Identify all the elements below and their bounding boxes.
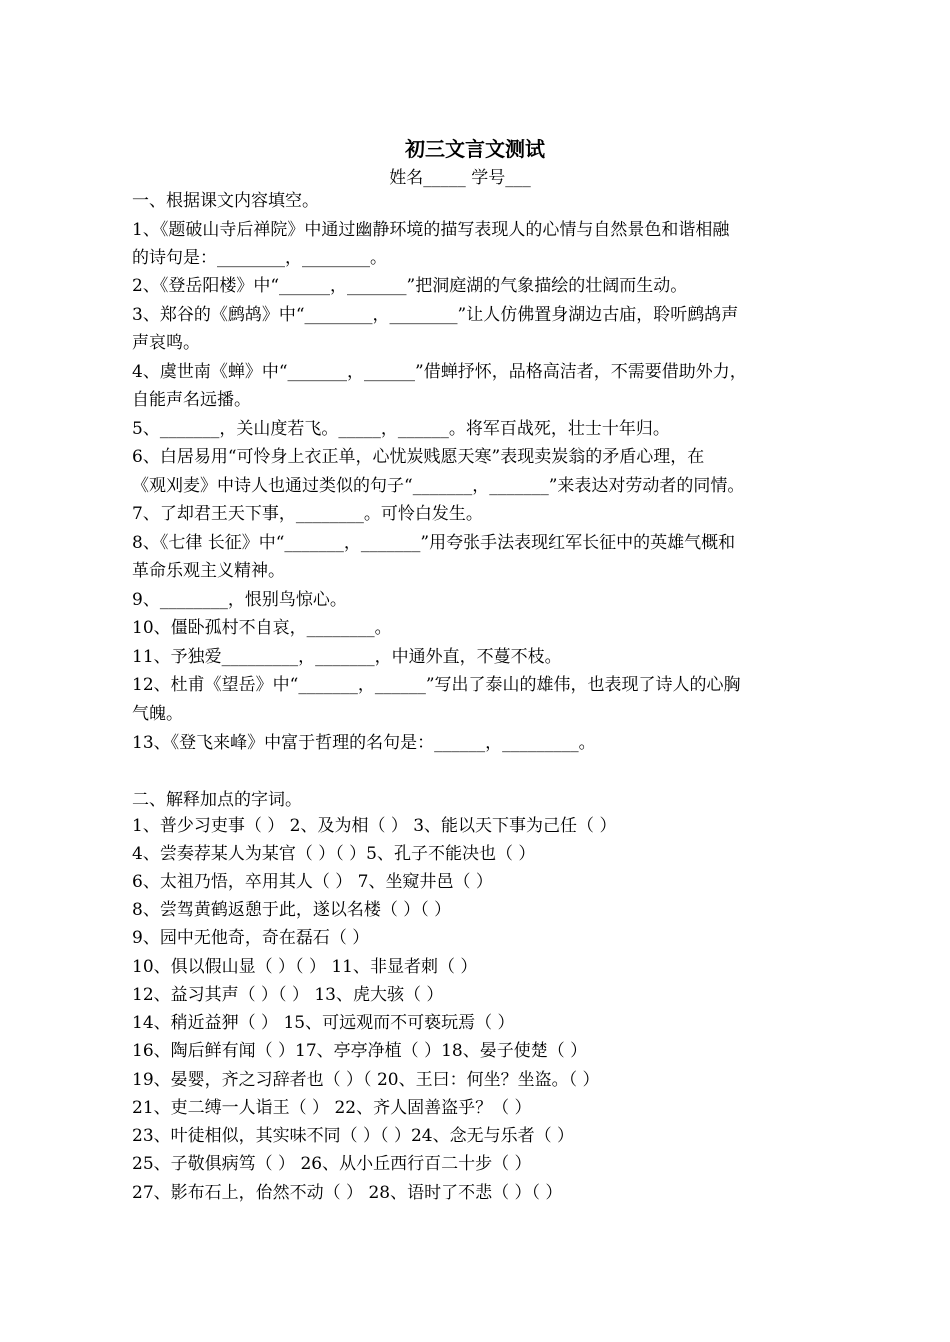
- question-line: 27、影布石上，佁然不动（ ） 28、语时了不悲（ ）（ ）: [132, 1183, 563, 1203]
- question-line: 2、《登岳阳楼》中“______，_______”把洞庭湖的气象描绘的壮阔而生动。: [132, 276, 688, 296]
- question-line: 12、益习其声（ ）（ ） 13、虎大骇（ ）: [132, 985, 444, 1005]
- question-line: 23、叶徒相似，其实味不同（ ）（ ）24、念无与乐者（ ）: [132, 1126, 574, 1146]
- question-line: 14、稍近益狎（ ） 15、可远观而不可亵玩焉（ ）: [132, 1013, 515, 1033]
- question-line: 19、晏婴，齐之习辞者也（ ）（ 20、王曰：何坐？坐盗。（ ）: [132, 1070, 600, 1090]
- question-line: 16、陶后鲜有闻（ ）17、亭亭净植（ ）18、晏子使楚（ ）: [132, 1041, 588, 1061]
- question-line: 10、僵卧孤村不自哀，________。: [132, 618, 392, 638]
- question-line: 5、_______，关山度若飞。_____，______。将军百战死，壮士十年归。: [132, 419, 670, 439]
- question-line: 7、了却君王天下事，________。可怜白发生。: [132, 504, 483, 524]
- question-line: 革命乐观主义精神。: [132, 561, 285, 581]
- question-line: 11、予独爱_________，_______，中通外直，不蔓不枝。: [132, 647, 562, 667]
- question-line: 3、郑谷的《鹧鸪》中“________，________”让人仿佛置身湖边古庙，聆听鹧鸪声: [132, 305, 739, 325]
- question-line: 气魄。: [132, 704, 183, 724]
- section-2-heading: 二、解释加点的字词。: [132, 790, 302, 810]
- question-line: 9、________，恨别鸟惊心。: [132, 590, 347, 610]
- question-line: 13、《登飞来峰》中富于哲理的名句是：______，_________。: [132, 733, 596, 753]
- question-line: 1、普少习吏事（ ） 2、及为相（ ） 3、能以天下事为己任（ ）: [132, 816, 617, 836]
- question-line: 4、尝奏荐某人为某官（ ）（ ）5、孔子不能决也（ ）: [132, 844, 536, 864]
- name-id-line: 姓名_____ 学号___: [389, 168, 531, 188]
- question-line: 《观刈麦》中诗人也通过类似的句子“_______，_______”来表达对劳动者的同情。: [132, 476, 745, 496]
- section-1-heading: 一、根据课文内容填空。: [132, 191, 319, 211]
- question-line: 21、吏二缚一人诣王（ ） 22、齐人固善盗乎？（ ）: [132, 1098, 532, 1118]
- question-line: 8、尝驾黄鹤返憩于此，遂以名楼（ ）（ ）: [132, 900, 452, 920]
- question-line: 6、白居易用“可怜身上衣正单，心忧炭贱愿天寒”表现卖炭翁的矛盾心理，在: [132, 447, 705, 467]
- question-line: 6、太祖乃悟，卒用其人（ ） 7、坐窥井邑（ ）: [132, 872, 493, 892]
- question-line: 4、虞世南《蝉》中“_______，______”借蝉抒怀，品格高洁者，不需要借助外力，: [132, 362, 747, 382]
- page-title: 初三文言文测试: [405, 137, 545, 161]
- question-line: 25、子敬俱病笃（ ） 26、从小丘西行百二十步（ ）: [132, 1154, 532, 1174]
- question-line: 10、俱以假山显（ ）（ ） 11、非显者刺（ ）: [132, 957, 478, 977]
- question-line: 12、杜甫《望岳》中“_______，______”写出了泰山的雄伟，也表现了诗人的心胸: [132, 675, 741, 695]
- question-line: 1、《题破山寺后禅院》中通过幽静环境的描写表现人的心情与自然景色和谐相融: [132, 220, 730, 240]
- question-line: 的诗句是：________，________。: [132, 248, 387, 268]
- question-line: 声哀鸣。: [132, 333, 200, 353]
- question-line: 9、园中无他奇，奇在磊石（ ）: [132, 928, 370, 948]
- question-line: 自能声名远播。: [132, 390, 251, 410]
- question-line: 8、《七律 长征》中“_______，_______”用夸张手法表现红军长征中的英雄气概和: [132, 533, 736, 553]
